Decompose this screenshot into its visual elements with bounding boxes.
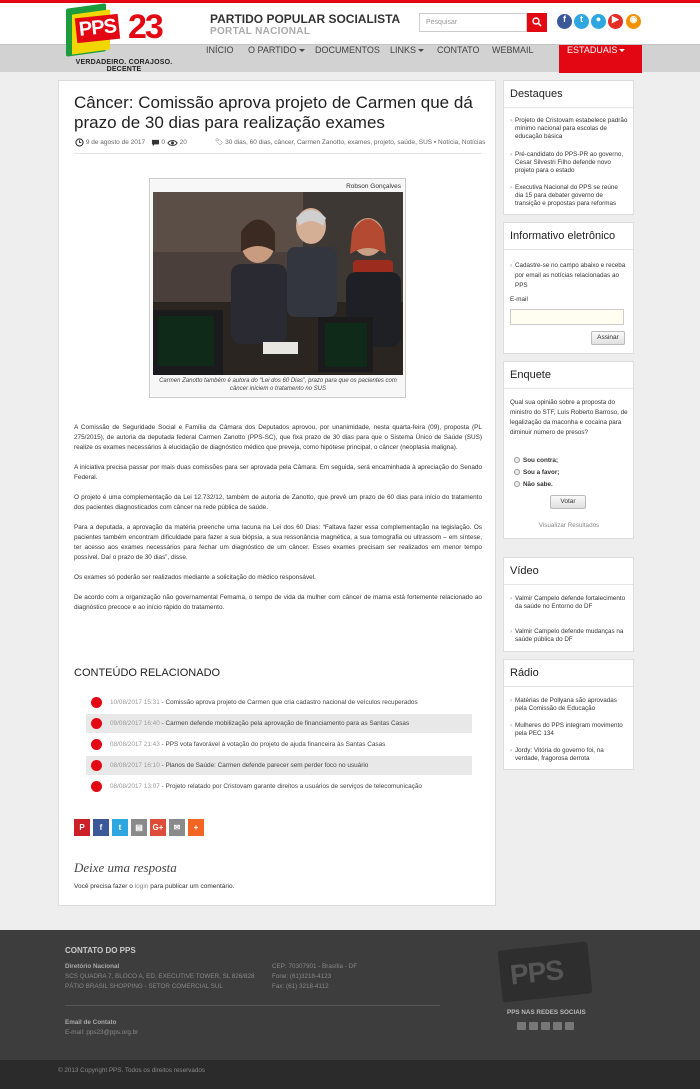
article-body <box>74 423 482 623</box>
view-count: 20 <box>179 139 187 147</box>
flickr-icon[interactable]: ● <box>591 14 606 29</box>
logo-slogan: VERDADEIRO. CORAJOSO. DECENTE <box>75 59 173 73</box>
chevron-down-icon <box>418 49 424 52</box>
footer-title: CONTATO DO PPS <box>65 946 136 955</box>
login-link[interactable]: login <box>134 883 149 890</box>
twitter-icon[interactable]: t <box>112 819 128 836</box>
subscribe-button[interactable]: Assinar <box>591 331 625 345</box>
site-title: PARTIDO POPULAR SOCIALISTA <box>210 12 401 26</box>
tag-list[interactable]: 30 dias, 60 dias, câncer, Carmen Zanotto, exames, projeto, saúde, SUS <box>225 139 433 146</box>
article-paragraph: A iniciativa precisa passar por mais duas comissões para ser aprovada pela Câmara. Em seguida, será encaminhada à apreciação do Senado Federal. <box>74 464 482 481</box>
widget-title: Destaques <box>510 88 563 100</box>
eye-icon <box>167 139 178 147</box>
facebook-icon[interactable]: f <box>557 14 572 29</box>
vote-button[interactable]: Votar <box>550 495 586 509</box>
radio-icon <box>514 481 520 487</box>
category-list[interactable]: Notícia, Notícias <box>438 139 486 146</box>
article-tags <box>215 138 485 146</box>
comment-icon <box>151 139 160 147</box>
video-item[interactable]: › Valmir Campelo defende fortalecimento da saúde no Entorno do DF <box>510 595 628 611</box>
view-results-link[interactable]: Visualizar Resultados <box>538 522 600 529</box>
tag-icon: 🏷 <box>215 139 224 146</box>
radio-icon <box>514 469 520 475</box>
destaque-item[interactable]: › Executiva Nacional do PPS se reúne dia 15 para debater governo de transição e propostas para reformas <box>510 184 628 208</box>
more-icon[interactable]: + <box>188 819 204 836</box>
copyright-bar <box>0 1060 700 1089</box>
radio-item[interactable]: › Mulheres do PPS integram movimento pela PEC 134 <box>510 722 628 738</box>
email-label: E-mail <box>510 296 528 303</box>
email-field[interactable] <box>510 309 624 325</box>
widget-title: Enquete <box>510 369 551 381</box>
radio-item[interactable]: › Matérias de Pollyana são aprovadas pela Comissão de Educação <box>510 697 628 713</box>
pin-icon <box>91 760 102 771</box>
article-meta <box>75 138 187 147</box>
google-plus-icon[interactable]: G+ <box>150 819 166 836</box>
photo-caption: Carmen Zanotto também é autora do “Lei dos 60 Dias”, prazo para que os pacientes com câncer iniciem o tratamento no SUS <box>159 378 397 392</box>
widget-informativo <box>503 222 634 354</box>
widget-video <box>503 557 634 652</box>
flickr-icon[interactable] <box>565 1022 574 1030</box>
related-item[interactable]: 09/08/2017 16:40 - Carmen defende mobilização pela aprovação de financiamento para as Santas Casas <box>86 714 472 733</box>
youtube-icon[interactable]: ▶ <box>608 14 623 29</box>
facebook-icon[interactable]: f <box>93 819 109 836</box>
comment-count[interactable]: 0 <box>161 139 165 147</box>
footer-email: Email de Contato E-mail: pps23@pps.org.br <box>65 1019 139 1036</box>
thumbs-up-icon[interactable] <box>517 1022 526 1030</box>
footer-address: Diretório Nacional SCS QUADRA 7, BLOCO A, ED. EXECUTIVE TOWER, SL 826/828 PÁTIO BRASIL SHOPPING - SETOR COMERCIAL SUL <box>65 963 255 990</box>
copyright: © 2013 Copyright PPS. Todos os direitos reservados <box>58 1067 205 1074</box>
logo-pps-text: PPS <box>75 14 120 43</box>
radio-item[interactable]: › Jordy: Vitória do governo foi, na verdade, fragorosa derrota <box>510 747 628 763</box>
site-footer <box>0 930 700 1060</box>
widget-enquete <box>503 361 634 539</box>
nav-inicio[interactable]: INÍCIO <box>206 45 234 55</box>
search-input[interactable]: Pesquisar <box>419 13 527 32</box>
article-paragraph: Os exames só poderão ser realizados mediante a solicitação do médico responsável. <box>74 574 316 581</box>
reply-title: Deixe uma resposta <box>74 860 177 875</box>
footer-logo: PPS <box>498 941 593 1002</box>
site-subtitle: PORTAL NACIONAL <box>210 26 311 37</box>
related-item[interactable]: 08/08/2017 13:07 - Projeto relatado por Cristovam garante direitos a usuários de serviços de telecomunicação <box>86 777 472 796</box>
nav-o-partido[interactable]: O PARTIDO <box>248 45 305 73</box>
related-item[interactable]: 08/08/2017 21:43 - PPS vota favorável à votação do projeto de ajuda financeira às Santas Casas <box>86 735 472 754</box>
folder-icon: ▪ <box>433 139 437 146</box>
radio-icon <box>514 457 520 463</box>
photo-credit: Robson Gonçalves <box>346 183 401 190</box>
article-date: 9 de agosto de 2017 <box>85 139 146 147</box>
nav-links[interactable]: LINKS <box>390 45 424 73</box>
related-item[interactable]: 10/08/2017 15:31 - Comissão aprova projeto de Carmen que cria cadastro nacional de veículos recuperados <box>86 693 472 712</box>
related-title: CONTEÚDO RELACIONADO <box>74 667 221 679</box>
nav-contato[interactable]: CONTATO <box>437 45 480 55</box>
article-figure <box>149 178 406 398</box>
search-button[interactable] <box>527 13 547 32</box>
email-icon[interactable]: ✉ <box>169 819 185 836</box>
chevron-down-icon <box>299 49 305 52</box>
youtube-icon[interactable] <box>553 1022 562 1030</box>
pin-icon <box>91 697 102 708</box>
video-item[interactable]: › Valmir Campelo defende mudanças na saúde pública do DF <box>510 628 628 644</box>
widget-title: Vídeo <box>510 565 539 577</box>
footer-email-link[interactable]: E-mail: pps23@pps.org.br <box>65 1029 139 1036</box>
poll-option[interactable]: Sou a favor; <box>514 469 559 476</box>
article-photo[interactable] <box>153 192 403 375</box>
poll-option[interactable]: Não sabe. <box>514 481 553 488</box>
search-icon <box>532 17 542 27</box>
informativo-text: › Cadastre-se no campo abaixo e receba por email as notícias relacionadas ao PPS <box>510 261 628 291</box>
chevron-down-icon <box>619 49 625 52</box>
clock-icon <box>75 138 84 147</box>
article-paragraph: Para a deputada, a aprovação da matéria preenche uma lacuna na Lei dos 60 Dias: “Faltava fazer essa complementação na legislação. Os pacientes também encontram dificuldade para fazer a sua biópsia, a sua ressonância magnética, a sua tomografia ou ultrassom – em síntese, ter acesso aos exames necessários para fechar um diagnóstico de um câncer. Esses exames precisam ser realizados em menor tempo possível. Daí o prazo de 30 dias”, disse. <box>74 524 482 561</box>
pin-icon <box>91 718 102 729</box>
instagram-icon[interactable] <box>541 1022 550 1030</box>
divider <box>74 153 482 154</box>
article-paragraph: De acordo com a organização não governamental Femama, o tempo de vida da mulher com câncer de mama está fortemente relacionado ao diagnóstico precoce e ao início rápido do tratamento. <box>74 594 482 611</box>
footer-social-title: PPS NAS REDES SOCIAIS <box>507 1009 586 1016</box>
nav-documentos[interactable]: DOCUMENTOS <box>315 45 380 55</box>
poll-option[interactable]: Sou contra; <box>514 457 558 464</box>
logo-number: 23 <box>128 8 162 46</box>
destaque-item[interactable]: › Pré-candidato do PPS-PR ao governo, Cesar Silvestri Filho defende novo projeto para o estado <box>510 151 628 175</box>
pinterest-icon[interactable]: P <box>74 819 90 836</box>
twitter-icon[interactable] <box>529 1022 538 1030</box>
pin-icon <box>91 781 102 792</box>
footer-contact: CEP: 70307901 - Brasília - DF Fone: (61)3218-4123 Fax: (61) 3218-4112 <box>272 963 358 990</box>
destaque-item[interactable]: › Projeto de Cristovam estabelece padrão mínimo nacional para escolas de educação básica <box>510 117 628 141</box>
article-paragraph: A Comissão de Seguridade Social e Família da Câmara dos Deputados aprovou, por unanimidade, nesta quarta-feira (09), proposta (PL 275/2015), de autoria da deputada federal Carmen Zanotto (PPS-SC), que fixa prazo de 30 dias para que o Sistema Único de Saúde (SUS) realize os exames necessários à elucidação de diagnóstico médico que preveja, como hipótese principal, o câncer (neoplasia maligna). <box>74 424 482 451</box>
site-logo[interactable] <box>62 4 186 73</box>
related-item[interactable]: 08/08/2017 16:10 - Planos de Saúde: Carmen defende parecer sem perder foco no usuário <box>86 756 472 775</box>
twitter-icon[interactable]: t <box>574 14 589 29</box>
article-title: Câncer: Comissão aprova projeto de Carmen que dá prazo de 30 dias para realização exames <box>74 93 473 132</box>
nav-estaduais[interactable]: ESTADUAIS <box>559 45 642 73</box>
nav-webmail[interactable]: WEBMAIL <box>492 45 534 55</box>
widget-destaques <box>503 80 634 215</box>
widget-title: Rádio <box>510 667 539 679</box>
reply-text: Você precisa fazer o login para publicar um comentário. <box>74 883 235 890</box>
footer-divider <box>65 1005 440 1006</box>
article-card <box>58 80 496 906</box>
print-icon[interactable]: ▤ <box>131 819 147 836</box>
rss-icon[interactable]: ◉ <box>626 14 641 29</box>
article-paragraph: O projeto é uma complementação da Lei 12.732/12, também de autoria de Zanotto, que prevê um prazo de 60 dias para início do tratamento dos pacientes diagnosticados com câncer na rede pública de saúde. <box>74 494 482 511</box>
poll-question: Qual sua opinião sobre a proposta do ministro do STF, Luís Roberto Barroso, de legalização da maconha e cocaína para diminuir número de presos? <box>510 399 628 436</box>
widget-title: Informativo eletrônico <box>510 230 616 242</box>
widget-radio <box>503 659 634 770</box>
pin-icon <box>91 739 102 750</box>
